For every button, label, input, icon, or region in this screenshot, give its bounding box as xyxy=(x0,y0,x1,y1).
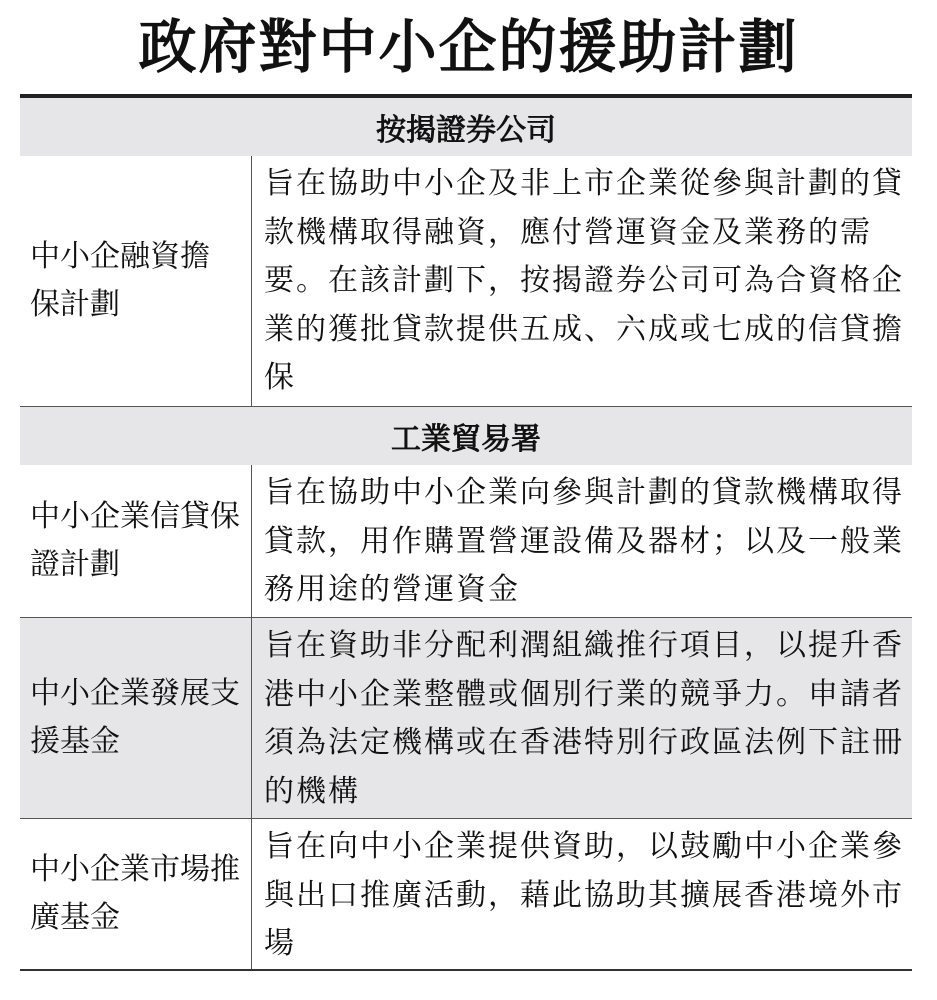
table-row xyxy=(20,618,912,819)
section-header-tid: 工業貿易署 xyxy=(20,407,912,465)
scheme-description: 旨在資助非分配利潤組織推行項目，以提升香港中小企業整體或個別行業的競爭力。申請者須為法定機構或在香港特別行政區法例下註冊的機構 xyxy=(264,628,904,809)
scheme-name xyxy=(20,465,252,617)
scheme-description: 旨在協助中小企業向參與計劃的貸款機構取得貸款，用作購置營運設備及器材；以及一般業務用途的營運資金 xyxy=(264,475,904,607)
scheme-name-text: 中小企業市場推廣基金 xyxy=(30,852,240,935)
schemes-table xyxy=(20,94,912,971)
page-title: 政府對中小企的援助計劃 xyxy=(138,13,799,81)
scheme-name-text: 中小企業信貸保證計劃 xyxy=(30,499,240,582)
table-row xyxy=(20,819,912,971)
scheme-name xyxy=(20,618,252,818)
table-row xyxy=(20,465,912,618)
scheme-name xyxy=(20,819,252,969)
scheme-description: 旨在協助中小企及非上市企業從參與計劃的貸款機構取得融資，應付營運資金及業務的需要。在該計劃下，按揭證券公司可為合資格企業的獲批貸款提供五成、六成或七成的信貸擔保 xyxy=(264,166,904,395)
table-row xyxy=(20,156,912,407)
scheme-description: 旨在向中小企業提供資助，以鼓勵中小企業參與出口推廣活動，藉此協助其擴展香港境外市場 xyxy=(264,829,904,961)
section-header-hkmc: 按揭證券公司 xyxy=(20,98,912,156)
scheme-name-text: 中小企融資擔保計劃 xyxy=(30,239,210,322)
scheme-name-text: 中小企業發展支援基金 xyxy=(30,676,240,759)
scheme-name xyxy=(20,156,252,406)
